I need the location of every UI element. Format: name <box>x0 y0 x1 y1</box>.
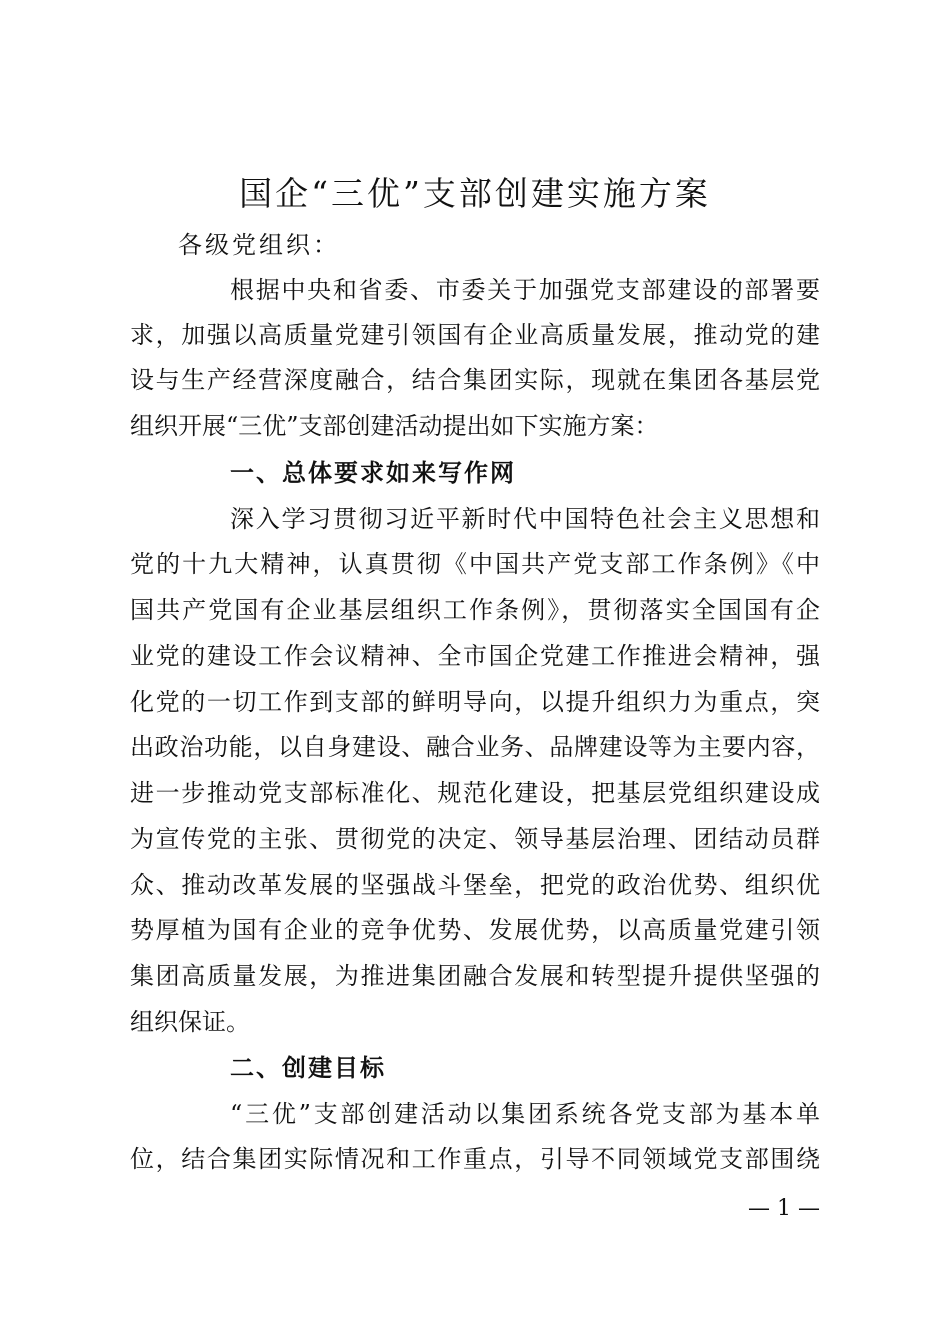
section1-line: 化党的一切工作到支部的鲜明导向，以提升组织力为重点，突 <box>130 688 820 716</box>
section1-heading: 一、总体要求如来写作网 <box>230 459 516 487</box>
intro-line: 设与生产经营深度融合，结合集团实际，现就在集团各基层党 <box>130 366 820 394</box>
section1-line: 业党的建设工作会议精神、全市国企党建工作推进会精神，强 <box>130 642 820 670</box>
intro-line: 组织开展“三优”支部创建活动提出如下实施方案： <box>130 412 659 440</box>
document-title: 国企“三优”支部创建实施方案 <box>239 174 711 213</box>
section1-line: 深入学习贯彻习近平新时代中国特色社会主义思想和 <box>230 505 820 533</box>
section1-line: 为宣传党的主张、贯彻党的决定、领导基层治理、团结动员群 <box>130 825 820 853</box>
section1-line: 进一步推动党支部标准化、规范化建设，把基层党组织建设成 <box>130 779 820 807</box>
intro-line: 求，加强以高质量党建引领国有企业高质量发展，推动党的建 <box>130 321 820 349</box>
intro-line: 根据中央和省委、市委关于加强党支部建设的部署要 <box>230 276 820 304</box>
section2-heading: 二、创建目标 <box>230 1054 386 1082</box>
salutation: 各级党组织： <box>178 231 340 259</box>
section1-line: 组织保证。 <box>130 1008 250 1036</box>
section1-line: 众、推动改革发展的坚强战斗堡垒，把党的政治优势、组织优 <box>130 871 820 899</box>
section1-line: 国共产党国有企业基层组织工作条例》，贯彻落实全国国有企 <box>130 596 820 624</box>
page-number: — 1 — <box>748 1196 820 1221</box>
section1-line: 党的十九大精神，认真贯彻《中国共产党支部工作条例》《中 <box>130 550 820 578</box>
section2-line: “三优”支部创建活动以集团系统各党支部为基本单 <box>230 1100 820 1128</box>
section1-line: 出政治功能，以自身建设、融合业务、品牌建设等为主要内容， <box>130 733 820 761</box>
section1-line: 势厚植为国有企业的竞争优势、发展优势，以高质量党建引领 <box>130 916 820 944</box>
section1-line: 集团高质量发展，为推进集团融合发展和转型提升提供坚强的 <box>130 962 820 990</box>
section2-line: 位，结合集团实际情况和工作重点，引导不同领域党支部围绕 <box>130 1145 820 1173</box>
